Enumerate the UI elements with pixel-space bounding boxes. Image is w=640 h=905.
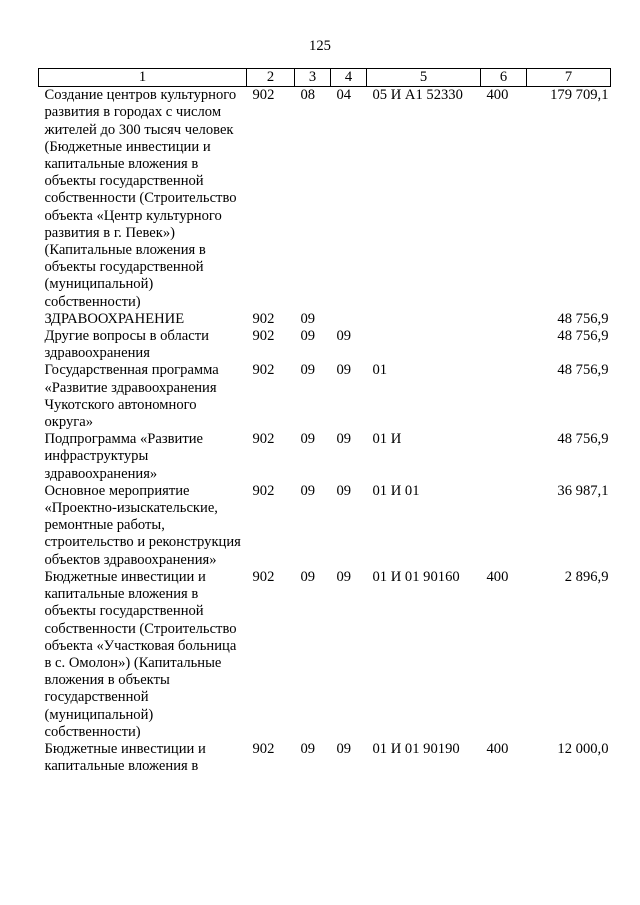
row-subsection-code [331, 311, 367, 328]
column-header: 5 [367, 69, 481, 87]
row-amount: 2 896,9 [564, 568, 609, 585]
row-expense-type [481, 362, 527, 431]
column-header: 7 [527, 69, 611, 87]
column-header: 4 [331, 69, 367, 87]
row-subsection-code: 04 [336, 87, 352, 104]
table-row [39, 483, 611, 569]
row-expense-type: 400 [486, 740, 509, 757]
row-target-code: 01 И 01 90160 [372, 568, 460, 585]
row-amount: 48 756,9 [557, 310, 609, 327]
row-ministry-code: 902 [252, 310, 275, 327]
row-target-code [367, 328, 481, 362]
row-name: Государственная программа «Развитие здравоохранения Чукотского автономного округа» [44, 362, 219, 431]
row-target-code: 05 И A1 52330 [372, 87, 463, 104]
row-section-code: 09 [300, 328, 316, 345]
row-subsection-code: 09 [336, 482, 352, 499]
row-ministry-code: 902 [252, 482, 275, 499]
row-amount: 48 756,9 [557, 328, 609, 345]
table-row [39, 741, 611, 775]
page-number: 125 [309, 38, 331, 54]
column-header: 3 [295, 69, 331, 87]
row-name: Другие вопросы в области здравоохранения [44, 328, 209, 362]
row-name: Бюджетные инвестиции и капитальные вложения в объекты государственной собственности (Строительство объекта «Участковая больница в с. Омолон») (Капитальные вложения в объекты государственной (муниципальной) собственности) [44, 568, 237, 740]
table-row [39, 431, 611, 483]
row-section-code: 09 [300, 431, 316, 448]
budget-table [38, 68, 611, 775]
table-header-row [39, 69, 611, 87]
row-amount: 48 756,9 [557, 431, 609, 448]
column-header: 2 [247, 69, 295, 87]
table-row [39, 569, 611, 741]
row-subsection-code: 09 [336, 328, 352, 345]
row-section-code: 09 [300, 310, 316, 327]
row-expense-type [481, 328, 527, 362]
row-ministry-code: 902 [252, 87, 275, 104]
row-section-code: 08 [300, 87, 316, 104]
row-subsection-code: 09 [336, 568, 352, 585]
row-section-code: 09 [300, 740, 316, 757]
row-expense-type [481, 431, 527, 483]
row-target-code: 01 И 01 90190 [372, 740, 460, 757]
row-ministry-code: 902 [252, 362, 275, 379]
row-amount: 179 709,1 [550, 87, 609, 104]
row-expense-type: 400 [486, 568, 509, 585]
row-expense-type [481, 483, 527, 569]
row-name: Создание центров культурного развития в городах с числом жителей до 300 тысяч человек (Бюджетные инвестиции и капитальные вложения в объекты государственной собственности (Строительство объекта «Центр культурного развития в г. Певек») (Капитальные вложения в объекты государственной (муниципальной) собственности) [44, 87, 237, 310]
row-section-code: 09 [300, 362, 316, 379]
row-name: ЗДРАВООХРАНЕНИЕ [44, 310, 185, 327]
column-header: 1 [39, 69, 247, 87]
row-ministry-code: 902 [252, 328, 275, 345]
column-header: 6 [481, 69, 527, 87]
row-amount: 36 987,1 [557, 482, 609, 499]
row-subsection-code: 09 [336, 431, 352, 448]
row-expense-type: 400 [486, 87, 509, 104]
row-ministry-code: 902 [252, 431, 275, 448]
table-row [39, 328, 611, 362]
row-target-code [367, 311, 481, 328]
row-subsection-code: 09 [336, 740, 352, 757]
row-ministry-code: 902 [252, 740, 275, 757]
row-amount: 12 000,0 [557, 740, 609, 757]
row-section-code: 09 [300, 568, 316, 585]
row-target-code: 01 И [372, 431, 402, 448]
row-target-code: 01 И 01 [372, 482, 420, 499]
table-row [39, 87, 611, 311]
row-target-code: 01 [372, 362, 388, 379]
table-row [39, 311, 611, 328]
row-ministry-code: 902 [252, 568, 275, 585]
row-section-code: 09 [300, 482, 316, 499]
table-row [39, 362, 611, 431]
row-name: Бюджетные инвестиции и капитальные вложения в [44, 740, 206, 775]
row-amount: 48 756,9 [557, 362, 609, 379]
row-name: Основное мероприятие «Проектно-изыскательские, ремонтные работы, строительство и реконструкция объектов здравоохранения» [44, 482, 241, 568]
row-name: Подпрограмма «Развитие инфраструктуры здравоохранения» [44, 431, 204, 482]
row-subsection-code: 09 [336, 362, 352, 379]
row-expense-type [481, 311, 527, 328]
